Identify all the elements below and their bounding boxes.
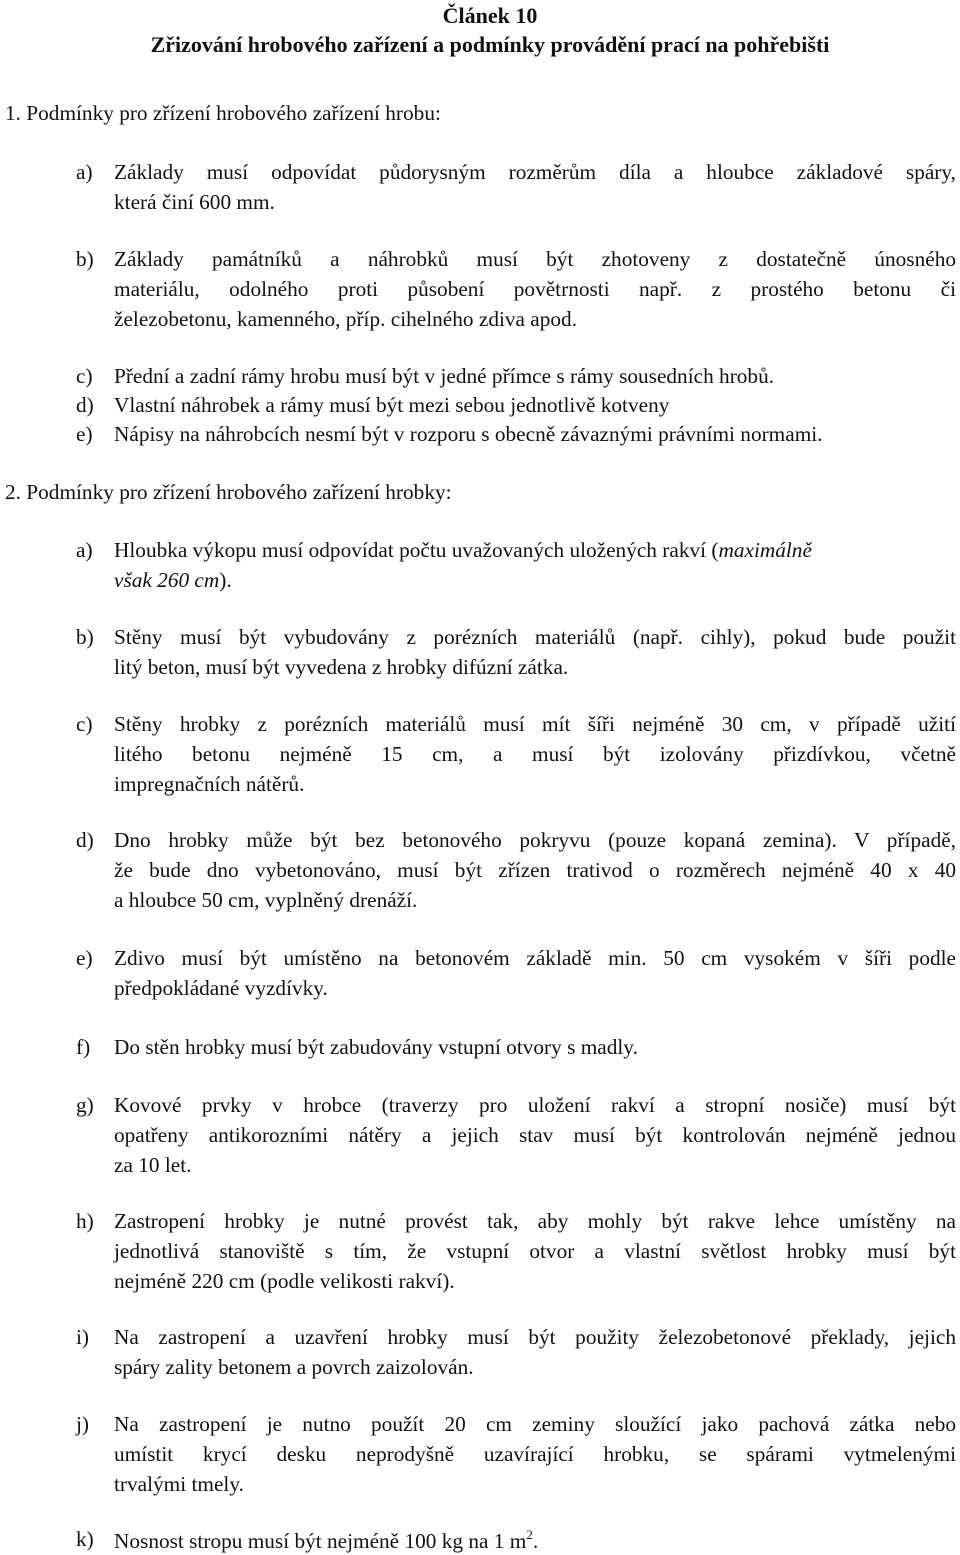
- item-line: Stěny musí být vybudovány z porézních materiálů (např. cihly), pokud bude použit: [114, 625, 956, 649]
- item-label: h): [76, 1209, 94, 1233]
- item-line: litého betonu nejméně 15 cm, a musí být izolovány přizdívkou, včetně: [114, 742, 956, 766]
- item-line: že bude dno vybetonováno, musí být zřízen trativod o rozměrech nejméně 40 x 40: [114, 858, 956, 882]
- item-line: Stěny hrobky z porézních materiálů musí mít šíři nejméně 30 cm, v případě užití: [114, 712, 956, 736]
- item-line: Základy památníků a náhrobků musí být zhotoveny z dostatečně únosného: [114, 247, 956, 271]
- item-line: umístit krycí desku neprodyšně uzavírající hrobku, se spárami vytmelenými: [114, 1442, 956, 1466]
- item-line: Zdivo musí být umístěno na betonovém základě min. 50 cm vysokém v šíři podle: [114, 946, 956, 970]
- item-line: materiálu, odolného proti působení povětrnosti např. z prostého betonu či: [114, 277, 956, 301]
- item-line: která činí 600 mm.: [114, 190, 275, 214]
- item-line: litý beton, musí být vyvedena z hrobky difúzní zátka.: [114, 655, 569, 679]
- item-line: předpokládané vyzdívky.: [114, 976, 328, 1000]
- item-label: d): [76, 828, 94, 852]
- item-line: Nosnost stropu musí být nejméně 100 kg na 1 $m^2$.: [114, 1527, 539, 1553]
- item-line: nejméně 220 cm (podle velikosti rakví).: [114, 1269, 455, 1293]
- item-line: za 10 let.: [114, 1153, 192, 1177]
- item-line: Základy musí odpovídat půdorysným rozměrům díla a hloubce základové spáry,: [114, 160, 956, 184]
- item-line: Na zastropení je nutno použít 20 cm zeminy sloužící jako pachová zátka nebo: [114, 1412, 956, 1436]
- item-line: Přední a zadní rámy hrobu musí být v jedné přímce s rámy sousedních hrobů.: [114, 364, 775, 388]
- item-label: c): [76, 712, 93, 736]
- item-line: však 260 cm).: [114, 568, 232, 592]
- item-line: Nápisy na náhrobcích nesmí být v rozporu s obecně závaznými právními normami.: [114, 422, 823, 446]
- item-label: e): [76, 946, 93, 970]
- superscript: 2: [526, 1527, 533, 1542]
- item-line: trvalými tmely.: [114, 1472, 244, 1496]
- item-line: Do stěn hrobky musí být zabudovány vstupní otvory s madly.: [114, 1035, 638, 1059]
- item-line: a hloubce 50 cm, vyplněný drenáží.: [114, 888, 418, 912]
- item-label: e): [76, 422, 93, 446]
- item-label: g): [76, 1093, 94, 1117]
- item-label: c): [76, 364, 93, 388]
- item-label: a): [76, 160, 93, 184]
- item-label: b): [76, 247, 94, 271]
- section-1-title: 1. Podmínky pro zřízení hrobového zařízení hrobu:: [5, 101, 441, 125]
- item-label: d): [76, 393, 94, 417]
- section-2-title: 2. Podmínky pro zřízení hrobového zařízení hrobky:: [5, 480, 452, 504]
- item-label: k): [76, 1527, 94, 1551]
- item-line: Dno hrobky může být bez betonového pokryvu (pouze kopaná zemina). V případě,: [114, 828, 956, 852]
- item-line: Zastropení hrobky je nutné provést tak, aby mohly být rakve lehce umístěny na: [114, 1209, 956, 1233]
- article-subtitle: Zřizování hrobového zařízení a podmínky provádění prací na pohřebišti: [150, 32, 830, 57]
- item-label: f): [76, 1035, 91, 1059]
- item-label: i): [76, 1325, 90, 1349]
- item-line: Kovové prvky v hrobce (traverzy pro uložení rakví a stropní nosiče) musí být: [114, 1093, 956, 1117]
- article-heading: Článek 10: [442, 3, 538, 28]
- item-line: jednotlivá stanoviště s tím, že vstupní otvor a vlastní světlost hrobky musí být: [114, 1239, 956, 1263]
- item-line: impregnačních nátěrů.: [114, 772, 305, 796]
- item-line: Hloubka výkopu musí odpovídat počtu uvažovaných uložených rakví (maximálně: [114, 538, 812, 562]
- item-line: opatřeny antikorozními nátěry a jejich stav musí být kontrolován nejméně jednou: [114, 1123, 956, 1147]
- item-label: b): [76, 625, 94, 649]
- item-label: j): [76, 1412, 90, 1436]
- item-line: spáry zality betonem a povrch zaizolován.: [114, 1355, 474, 1379]
- item-line: Vlastní náhrobek a rámy musí být mezi sebou jednotlivě kotveny: [114, 393, 670, 417]
- item-label: a): [76, 538, 93, 562]
- item-line: železobetonu, kamenného, příp. cihelného zdiva apod.: [114, 307, 578, 331]
- item-line: Na zastropení a uzavření hrobky musí být použity železobetonové překlady, jejich: [114, 1325, 956, 1349]
